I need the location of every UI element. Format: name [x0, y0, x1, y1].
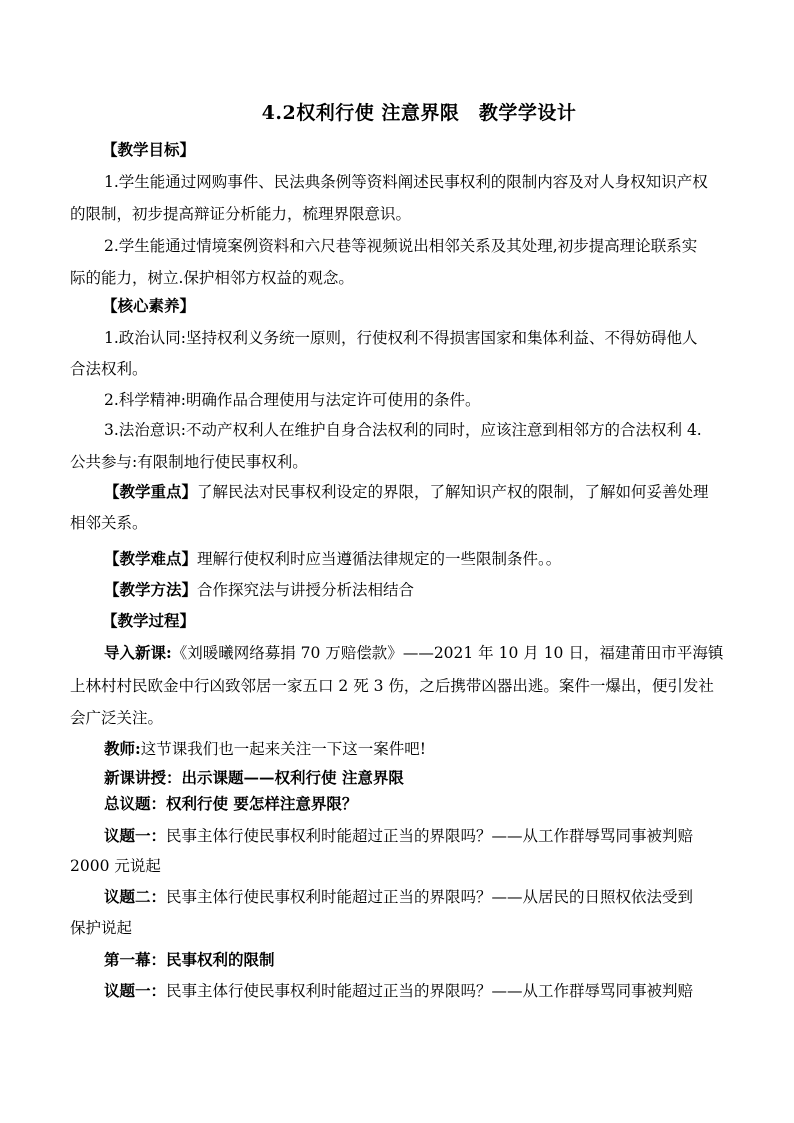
topic-1-line-2: 2000 元说起: [70, 857, 161, 875]
heading-method: 【教学方法】: [104, 580, 198, 599]
topic-1-label: 议题一：: [104, 826, 167, 845]
objective-1-line-2: 的限制，初步提高辩证分析能力，梳理界限意识。: [70, 205, 412, 223]
general-topic-line: 总议题：权利行使 要怎样注意界限？: [104, 794, 358, 813]
heading-process: 【教学过程】: [102, 611, 196, 630]
literacy-1-line-2: 合法权利。: [70, 360, 148, 378]
new-lesson-line: 新课讲授：出示课题——权利行使 注意界限: [104, 768, 404, 787]
intro-label: 导入新课:: [104, 643, 172, 662]
heading-difficulty: 【教学难点】: [104, 549, 198, 568]
heading-key-points: 【教学重点】: [104, 482, 198, 501]
difficulty-text: 理解行使权利时应当遵循法律规定的一些限制条件。。: [197, 550, 562, 568]
objective-2-line-2: 际的能力，树立.保护相邻方权益的观念。: [70, 269, 354, 287]
document-title: 4.2权利行使 注意界限 教学学设计: [261, 102, 577, 124]
objective-1-line-1: 1.学生能通过网购事件、民法典条例等资料阐述民事权利的限制内容及对人身权知识产权: [104, 173, 708, 191]
intro-line-3: 会广泛关注。: [70, 709, 164, 727]
method-line: [104, 580, 764, 600]
act-1-heading: 第一幕：民事权利的限制: [104, 950, 275, 969]
intro-line-1: [104, 643, 764, 663]
topic-2-text: 民事主体行使民事权利时能超过正当的界限吗？——从居民的日照权依法受到: [166, 888, 694, 906]
literacy-1-line-1: 1.政治认同:坚持权利义务统一原则，行使权利不得损害国家和集体利益、不得妨碍他人: [104, 329, 698, 347]
topic-1-text: 民事主体行使民事权利时能超过正当的界限吗？——从工作群辱骂同事被判赔: [166, 827, 694, 845]
topic-1-line-1: [104, 826, 764, 846]
teacher-label: 教师:: [104, 739, 141, 758]
teacher-line: [104, 739, 764, 759]
heading-objectives: 【教学目标】: [102, 140, 196, 159]
key-points-line-2: 相邻关系。: [70, 514, 148, 532]
topic-1-repeat-line: [104, 981, 764, 1001]
intro-line-2: 上林村村民欧金中行凶致邻居一家五口 2 死 3 伤，之后携带凶器出逃。案件一爆出，便引发社: [70, 677, 714, 695]
method-text: 合作探究法与讲授分析法相结合: [197, 581, 415, 599]
topic-1-repeat-text: 民事主体行使民事权利时能超过正当的界限吗？——从工作群辱骂同事被判赔: [166, 982, 694, 1000]
key-points-text: 了解民法对民事权利设定的界限，了解知识产权的限制，了解如何妥善处理: [197, 483, 709, 501]
literacy-2: 2.科学精神:明确作品合理使用与法定许可使用的条件。: [104, 391, 481, 409]
teacher-text: 这节课我们也一起来关注一下这一案件吧!: [140, 740, 426, 758]
topic-2-label: 议题二：: [104, 887, 167, 906]
heading-literacy: 【核心素养】: [102, 296, 196, 315]
topic-2-line-1: [104, 887, 764, 907]
objective-2-line-1: 2.学生能通过情境案例资料和六尺巷等视频说出相邻关系及其处理,初步提高理论联系实: [104, 237, 698, 255]
literacy-3-line-1: 3.法治意识:不动产权利人在维护自身合法权利的同时，应该注意到相邻方的合法权利 4.: [104, 421, 702, 439]
topic-2-line-2: 保护说起: [70, 919, 133, 937]
key-points-line-1: [104, 482, 764, 502]
difficulty-line: [104, 549, 764, 569]
topic-1-repeat-label: 议题一：: [104, 981, 167, 1000]
intro-text: 《刘暖曦网络募捐 70 万赔偿款》——2021 年 10 月 10 日，福建莆田市平海镇: [171, 644, 724, 662]
literacy-3-line-2: 公共参与:有限制地行使民事权利。: [70, 453, 308, 471]
